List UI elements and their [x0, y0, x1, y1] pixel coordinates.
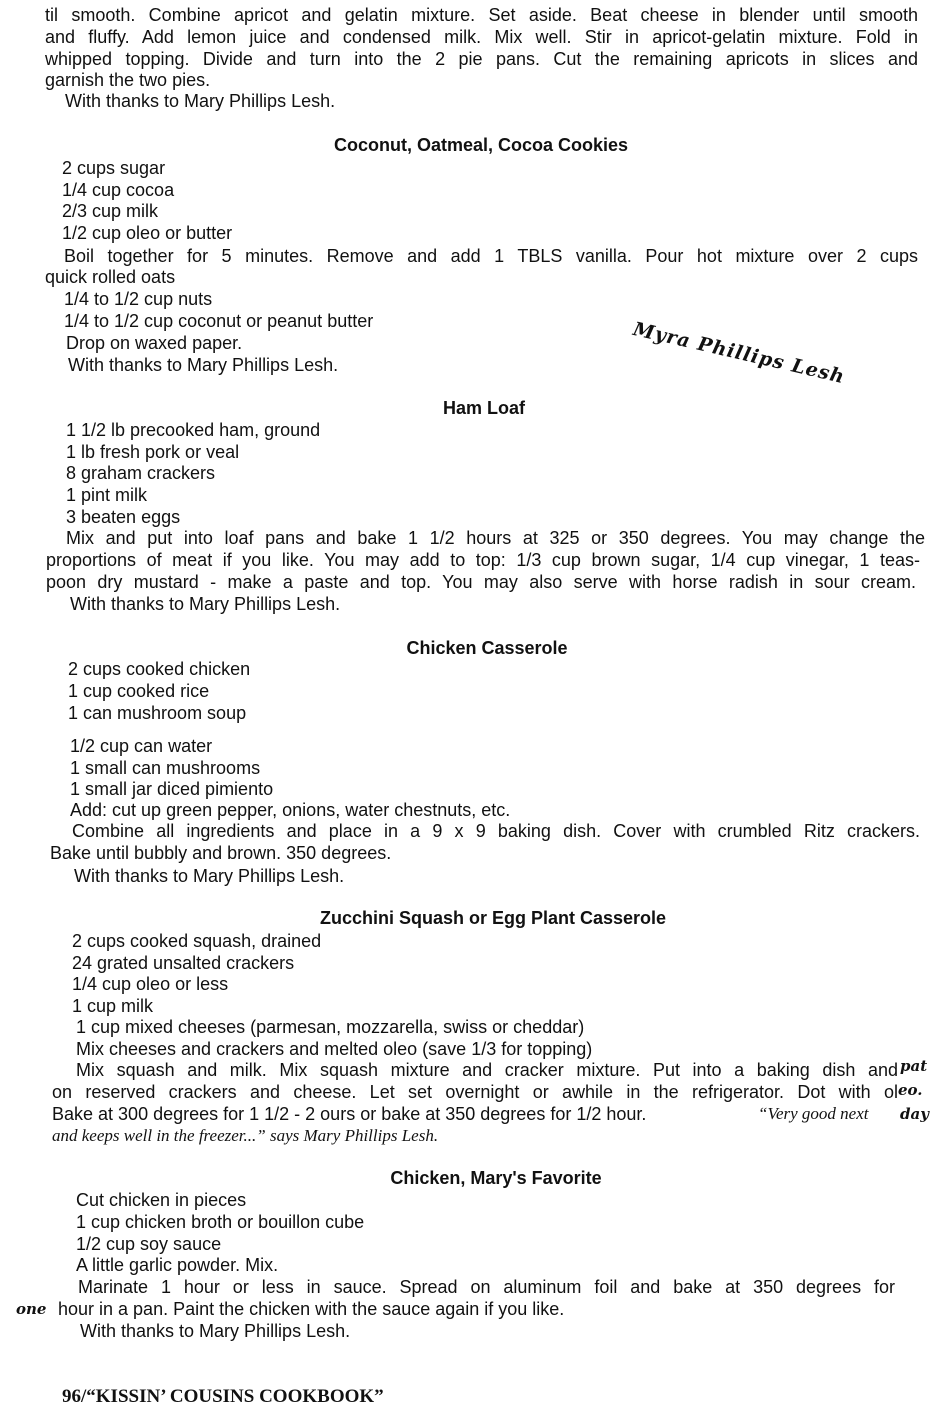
text-line: 1 cup mixed cheeses (parmesan, mozzarella, swiss or cheddar) — [76, 1017, 585, 1037]
text-line: 3 beaten eggs — [66, 507, 181, 527]
recipe-title: Chicken, Mary's Favorite — [390, 1168, 602, 1188]
text-line: 1 can mushroom soup — [68, 703, 247, 723]
text-line: 1/4 cup cocoa — [62, 180, 175, 200]
text-line: 1 1/2 lb precooked ham, ground — [66, 420, 321, 440]
quote-line: and keeps well in the freezer...” says Mary Phillips Lesh. — [52, 1126, 439, 1145]
text-line: Combine all ingredients and place in a 9 x 9 baking dish. Cover with crumbled Ritz crackers. — [72, 821, 920, 841]
text-line: 1/2 cup can water — [70, 736, 213, 756]
text-line: on reserved crackers and cheese. Let set overnight or awhile in the refrigerator. Dot with ol — [52, 1082, 898, 1102]
text-line: 1 lb fresh pork or veal — [66, 442, 240, 462]
text-line: 2/3 cup milk — [62, 201, 159, 221]
text-line: 2 cups cooked squash, drained — [72, 931, 322, 951]
text-line: proportions of meat if you like. You may add to top: 1/3 cup brown sugar, 1/4 cup vinegar, 1 teas- — [46, 550, 920, 570]
handwritten-note: one — [16, 1300, 47, 1318]
text-line: Boil together for 5 minutes. Remove and add 1 TBLS vanilla. Pour hot mixture over 2 cups — [64, 246, 918, 266]
text-line: Drop on waxed paper. — [66, 333, 243, 353]
text-line: hour in a pan. Paint the chicken with the sauce again if you like. — [58, 1299, 565, 1319]
text-line: 1/4 to 1/2 cup nuts — [64, 289, 213, 309]
recipe-title: Zucchini Squash or Egg Plant Casserole — [319, 908, 667, 928]
handwritten-note: pat — [900, 1057, 928, 1075]
text-line: Bake until bubbly and brown. 350 degrees. — [50, 843, 392, 863]
text-line: Mix cheeses and crackers and melted oleo (save 1/3 for topping) — [76, 1039, 593, 1059]
text-line: 1 small can mushrooms — [70, 758, 261, 778]
text-line: 2 cups cooked chicken — [68, 659, 251, 679]
text-line: 1 cup cooked rice — [68, 681, 210, 701]
text-line: Add: cut up green pepper, onions, water chestnuts, etc. — [70, 800, 511, 820]
text-line: Bake at 300 degrees for 1 1/2 - 2 ours or bake at 350 degrees for 1/2 hour. — [52, 1104, 647, 1124]
recipe-title: Ham Loaf — [442, 398, 526, 418]
text-line: Mix and put into loaf pans and bake 1 1/2 hours at 325 or 350 degrees. You may change the — [66, 528, 925, 548]
text-line: 1/4 cup oleo or less — [72, 974, 229, 994]
text-line: With thanks to Mary Phillips Lesh. — [70, 594, 341, 614]
page-footer: 96/“KISSIN’ COUSINS COOKBOOK” — [62, 1386, 384, 1407]
recipe-title: Chicken Casserole — [406, 638, 568, 658]
text-line: quick rolled oats — [45, 267, 176, 287]
text-line: Cut chicken in pieces — [76, 1190, 247, 1210]
text-line: poon dry mustard - make a paste and top. You may also serve with horse radish in sour cream. — [46, 572, 916, 592]
text-line: 1/4 to 1/2 cup coconut or peanut butter — [64, 311, 374, 331]
text-line: With thanks to Mary Phillips Lesh. — [65, 91, 336, 111]
text-line: A little garlic powder. Mix. — [76, 1255, 279, 1275]
text-line: Mix squash and milk. Mix squash mixture and cracker mixture. Put into a baking dish and — [76, 1060, 898, 1080]
text-line: 24 grated unsalted crackers — [72, 953, 295, 973]
text-line: 1 pint milk — [66, 485, 148, 505]
handwritten-note: day — [900, 1105, 929, 1123]
text-line: Marinate 1 hour or less in sauce. Spread on aluminum foil and bake at 350 degrees for — [78, 1277, 895, 1297]
text-line: With thanks to Mary Phillips Lesh. — [74, 866, 345, 886]
text-line: 1 small jar diced pimiento — [70, 779, 274, 799]
text-line: 2 cups sugar — [62, 158, 166, 178]
text-line: 1/2 cup oleo or butter — [62, 223, 233, 243]
recipe-title: Coconut, Oatmeal, Cocoa Cookies — [333, 135, 629, 155]
quote-line: “Very good next — [758, 1104, 869, 1123]
text-line: With thanks to Mary Phillips Lesh. — [80, 1321, 351, 1341]
text-line: With thanks to Mary Phillips Lesh. — [68, 355, 339, 375]
handwritten-note: eo. — [898, 1081, 923, 1099]
text-line: 1 cup milk — [72, 996, 154, 1016]
text-line: 8 graham crackers — [66, 463, 216, 483]
text-line: whipped topping. Divide and turn into the 2 pie pans. Cut the remaining apricots in slices and — [45, 49, 918, 69]
text-line: and fluffy. Add lemon juice and condensed milk. Mix well. Stir in apricot-gelatin mixture. Fold in — [45, 27, 918, 47]
handwritten-signature: Myra Phillips Lesh — [631, 318, 847, 389]
text-line: til smooth. Combine apricot and gelatin mixture. Set aside. Beat cheese in blender until smooth — [45, 5, 918, 25]
text-line: 1/2 cup soy sauce — [76, 1234, 222, 1254]
text-line: 1 cup chicken broth or bouillon cube — [76, 1212, 365, 1232]
text-line: garnish the two pies. — [45, 70, 211, 90]
